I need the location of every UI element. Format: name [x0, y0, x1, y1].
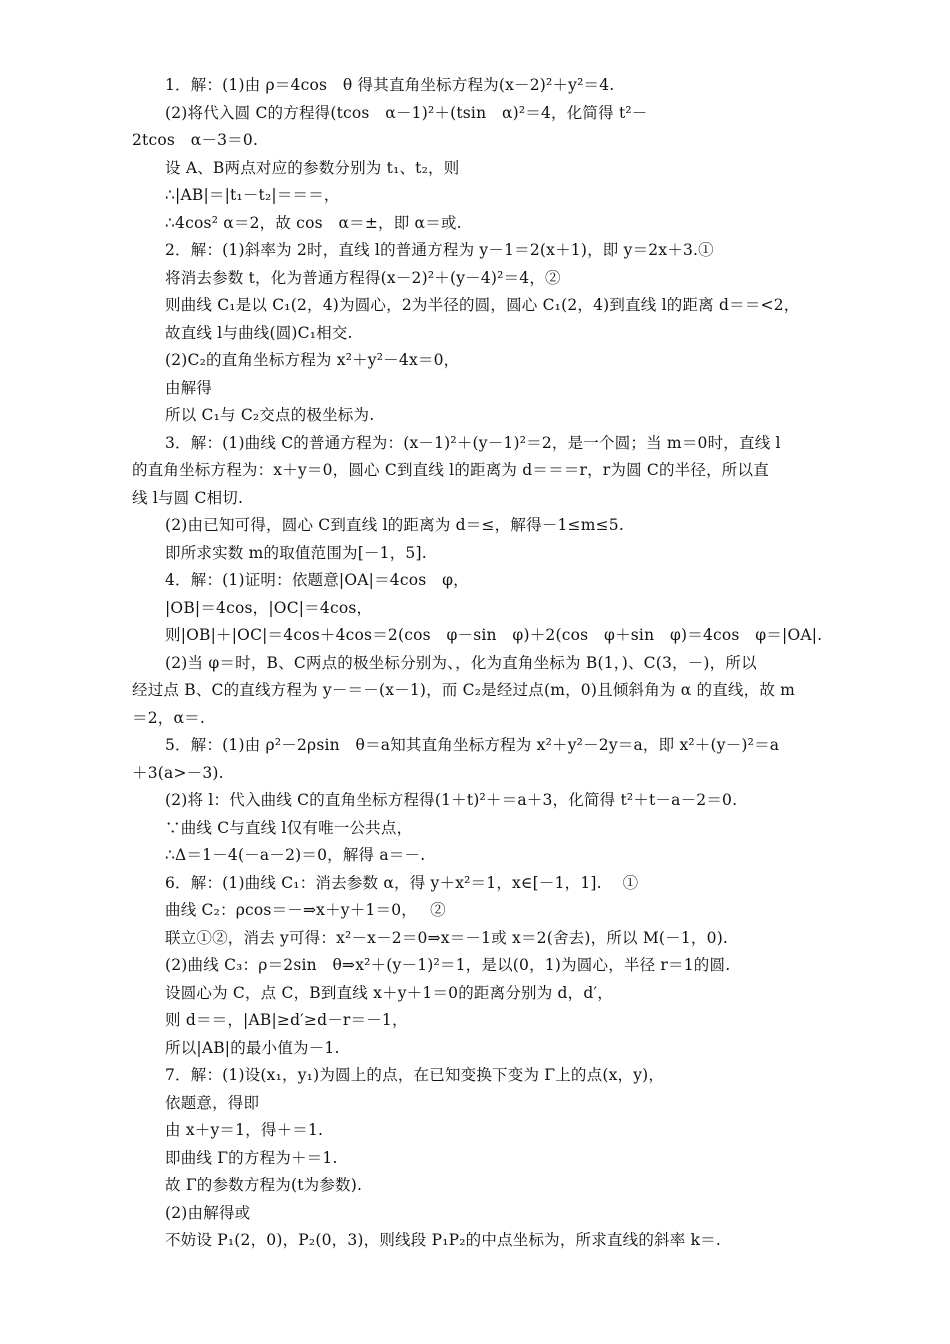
text-line: 依题意，得即 — [165, 1093, 260, 1112]
text-line: ∴4cos² α＝2，故 cos α＝±，即 α＝或. — [165, 213, 462, 232]
text-line: 即所求实数 m的取值范围为[－1，5]. — [165, 543, 427, 562]
text-line: 故直线 l与曲线(圆)C₁相交. — [165, 323, 353, 342]
text-line: 7．解：(1)设(x₁，y₁)为圆上的点，在已知变换下变为 Γ上的点(x，y)， — [165, 1066, 665, 1084]
text-line: 5．解：(1)由 ρ²－2ρsin θ＝a知其直角坐标方程为 x²＋y²－2y＝a，即 x²＋(y－)²＝a — [165, 736, 780, 754]
text-line: 曲线 C₂：ρcos＝－⇒x＋y＋1＝0， ② — [165, 901, 446, 919]
text-line: ∴Δ＝1－4(－a－2)＝0，解得 a＝－. — [165, 846, 426, 864]
text-line: (2)由已知可得，圆心 C到直线 l的距离为 d＝≤，解得－1≤m≤5. — [165, 516, 624, 534]
text-line: ＝2，α＝. — [132, 708, 205, 727]
text-line: 的直角坐标方程为：x＋y＝0，圆心 C到直线 l的距离为 d＝＝＝r，r为圆 C的半径，所以直 — [132, 461, 769, 479]
text-line: 经过点 B、C的直线方程为 y－＝－(x－1)，而 C₂是经过点(m，0)且倾斜角为 α 的直线，故 m — [132, 681, 796, 699]
text-line: 2tcos α－3＝0. — [132, 131, 259, 149]
text-line: 故 Γ的参数方程为(t为参数). — [165, 1176, 363, 1194]
text-line: (2)曲线 C₃：ρ＝2sin θ⇒x²＋(y－1)²＝1，是以(0，1)为圆心，半径 r＝1的圆. — [165, 956, 731, 974]
text-line: ∵曲线 C与直线 l仅有唯一公共点， — [165, 818, 413, 837]
text-line: (2)C₂的直角坐标方程为 x²＋y²－4x＝0， — [165, 351, 460, 369]
text-line: 不妨设 P₁(2，0)，P₂(0，3)，则线段 P₁P₂的中点坐标为，所求直线的斜率 k＝. — [165, 1231, 722, 1249]
text-line: |OB|＝4cos，|OC|＝4cos， — [165, 598, 373, 617]
text-line: 所以|AB|的最小值为－1. — [165, 1038, 340, 1057]
solution-document — [0, 72, 950, 1255]
text-line: 则 d＝＝，|AB|≥d′≥d－r＝－1， — [165, 1011, 408, 1029]
text-line: 则|OB|＋|OC|＝4cos＋4cos＝2(cos φ－sin φ)＋2(cos φ＋sin φ)＝4cos φ＝|OA|. — [165, 626, 823, 644]
text-line: 联立①②，消去 y可得：x²－x－2＝0⇒x＝－1或 x＝2(舍去)，所以 M(－1，0). — [165, 928, 729, 947]
text-line: 线 l与圆 C相切. — [132, 488, 244, 507]
text-line: 3．解：(1)曲线 C的普通方程为：(x－1)²＋(y－1)²＝2，是一个圆；当 m＝0时，直线 l — [165, 433, 781, 452]
text-line: 2．解：(1)斜率为 2时，直线 l的普通方程为 y－1＝2(x＋1)，即 y＝2x＋3.① — [165, 241, 714, 259]
text-line: 由 x＋y＝1，得＋＝1. — [165, 1121, 324, 1139]
text-line: ＋3(a>－3). — [132, 763, 224, 782]
text-line: 所以 C₁与 C₂交点的极坐标为. — [165, 406, 375, 424]
text-line: (2)将代入圆 C的方程得(tcos α－1)²＋(tsin α)²＝4，化简得 t²－ — [165, 103, 648, 122]
text-line: 则曲线 C₁是以 C₁(2，4)为圆心，2为半径的圆，圆心 C₁(2，4)到直线 l的距离 d＝＝<2， — [165, 296, 800, 314]
text-line: ∴|AB|＝|t₁－t₂|＝＝＝， — [165, 186, 340, 204]
text-line: 设 A、B两点对应的参数分别为 t₁、t₂，则 — [165, 158, 460, 177]
text-line: (2)由解得或 — [165, 1203, 251, 1222]
text-line: 由解得 — [165, 378, 213, 397]
text-line: (2)当 φ＝时，B、C两点的极坐标分别为、，化为直角坐标为 B(1，)、C(3，－)，所以 — [165, 653, 757, 672]
text-line: 将消去参数 t，化为普通方程得(x－2)²＋(y－4)²＝4，② — [165, 268, 561, 287]
text-line: (2)将 l：代入曲线 C的直角坐标方程得(1＋t)²＋＝a＋3，化简得 t²＋t－a－2＝0. — [165, 791, 738, 809]
text-line: 6．解：(1)曲线 C₁：消去参数 α，得 y＋x²＝1，x∈[－1，1]. ① — [165, 873, 639, 892]
text-line: 设圆心为 C，点 C，B到直线 x＋y＋1＝0的距离分别为 d，d′， — [165, 983, 613, 1002]
text-line: 即曲线 Γ的方程为＋＝1. — [165, 1148, 338, 1167]
text-line: 4．解：(1)证明：依题意|OA|＝4cos φ， — [165, 571, 469, 589]
text-line: 1．解：(1)由 ρ＝4cos θ 得其直角坐标方程为(x－2)²＋y²＝4. — [165, 76, 615, 94]
